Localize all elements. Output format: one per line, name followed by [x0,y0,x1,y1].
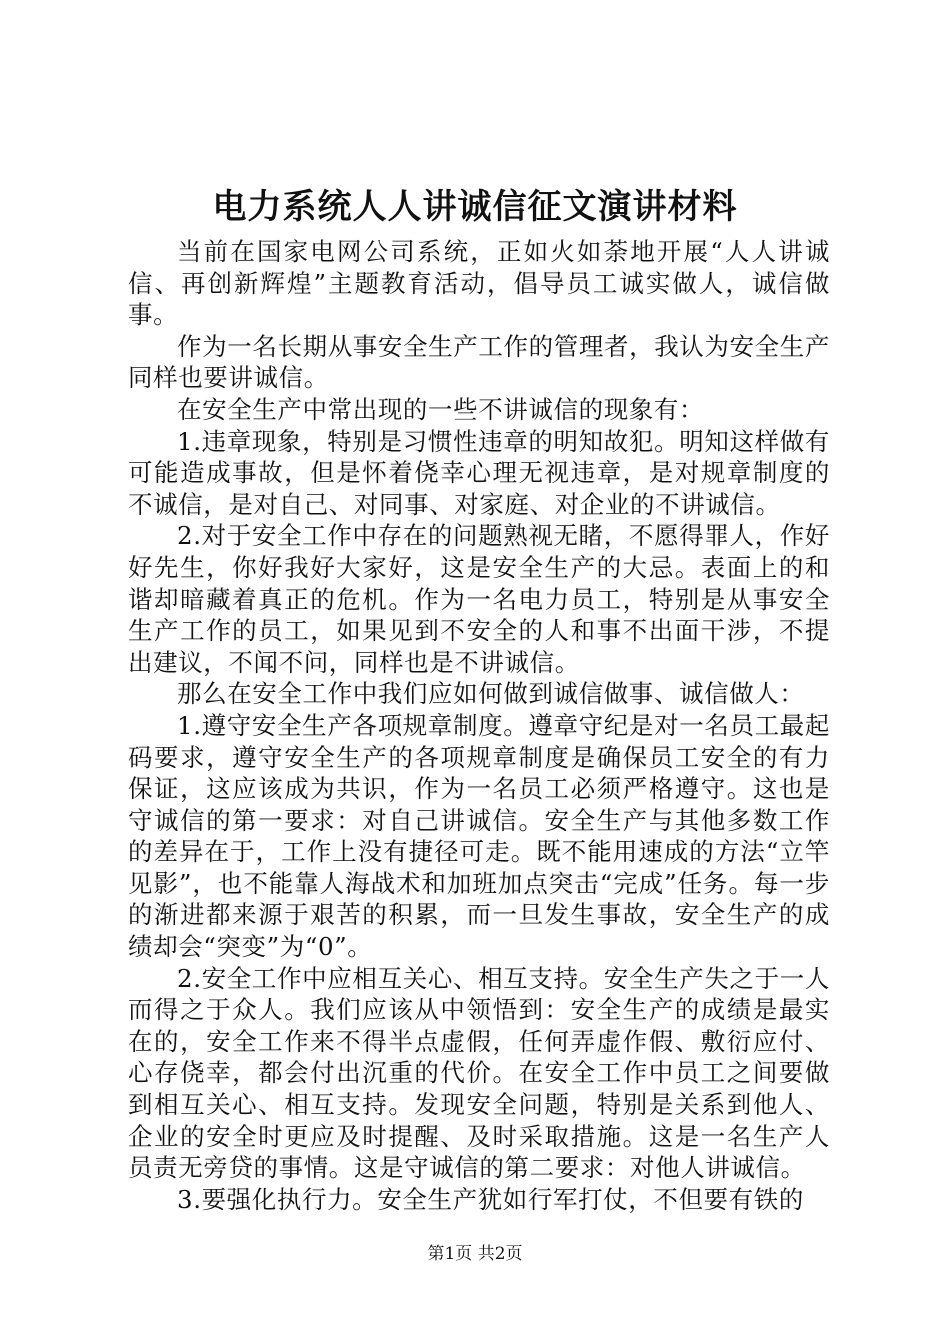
page-number-footer: 第1页 共2页 [427,1244,523,1264]
paragraph: 1.遵守安全生产各项规章制度。遵章守纪是对一名员工最起码要求，遵守安全生产的各项规章制度是确保员工安全的有力保证，这应该成为共识，作为一名员工必须严格遵守。这也是守诚信的第一要求：对自己讲诚信。安全生产与其他多数工作的差异在于，工作上没有捷径可走。既不能用速成的方法“立竿见影”，也不能靠人海战术和加班加点突击“完成”任务。每一步的渐进都来源于艰苦的积累，而一旦发生事故，安全生产的成绩却会“突变”为“0”。 [128,710,830,962]
paragraph: 1.违章现象，特别是习惯性违章的明知故犯。明知这样做有可能造成事故，但是怀着侥幸心理无视违章，是对规章制度的不诚信，是对自己、对同事、对家庭、对企业的不讲诚信。 [128,426,830,519]
paragraph: 2.对于安全工作中存在的问题熟视无睹，不愿得罪人，作好好先生，你好我好大家好，这是安全生产的大忌。表面上的和谐却暗藏着真正的危机。作为一名电力员工，特别是从事安全生产工作的员工，如果见到不安全的人和事不出面干涉，不提出建议，不闻不问，同样也是不讲诚信。 [128,521,830,677]
paragraph: 作为一名长期从事安全生产工作的管理者，我认为安全生产同样也要讲诚信。 [128,331,830,393]
paragraph: 当前在国家电网公司系统，正如火如荼地开展“人人讲诚信、再创新辉煌”主题教育活动，倡导员工诚实做人，诚信做事。 [128,237,830,330]
document-title: 电力系统人人讲诚信征文演讲材料 [212,187,738,227]
document-body [128,236,830,1215]
paragraph: 2.安全工作中应相互关心、相互支持。安全生产失之于一人而得之于众人。我们应该从中领悟到：安全生产的成绩是最实在的，安全工作来不得半点虚假，任何弄虚作假、敷衍应付、心存侥幸，都会付出沉重的代价。在安全工作中员工之间要做到相互关心、相互支持。发现安全问题，特别是关系到他人、企业的安全时更应及时提醒、及时采取措施。这是一名生产人员责无旁贷的事情。这是守诚信的第二要求：对他人讲诚信。 [128,963,830,1183]
paragraph: 3.要强化执行力。安全生产犹如行军打仗，不但要有铁的 [177,1184,804,1214]
paragraph: 在安全生产中常出现的一些不讲诚信的现象有： [177,394,705,424]
paragraph: 那么在安全工作中我们应如何做到诚信做事、诚信做人： [177,679,805,709]
